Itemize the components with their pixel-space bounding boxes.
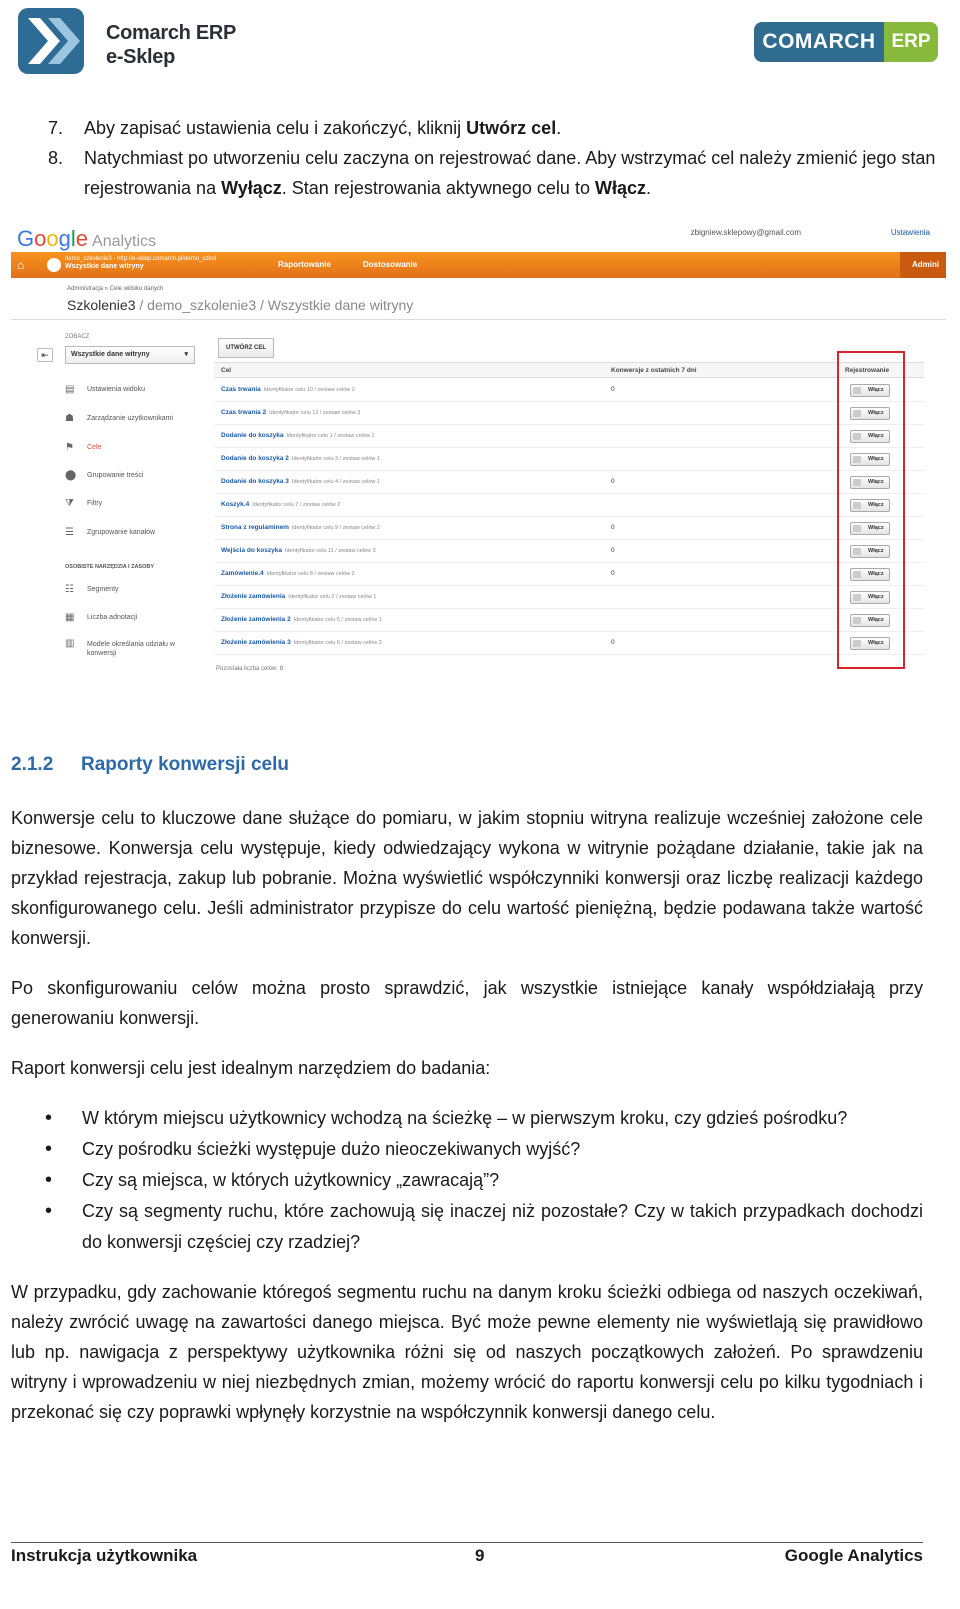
step-number: 8. xyxy=(48,148,64,168)
toggle-label: Włącz xyxy=(868,548,884,554)
toggle-label: Włącz xyxy=(868,617,884,623)
goal-name: Wejścia do koszyka xyxy=(221,547,282,554)
goal-name-link[interactable] xyxy=(221,386,355,393)
goal-meta: Identyfikator celu 1 / zestaw celów 1 xyxy=(286,433,375,439)
property-url: demo_szkolenie3 - http://e-sklep.comarch.pl/demo_szkol xyxy=(65,256,217,262)
google-analytics-logo: Google Analytics xyxy=(17,226,157,251)
toggle-label: Włącz xyxy=(868,594,884,600)
highlight-box xyxy=(837,351,905,669)
filter-icon: ⧩ xyxy=(65,498,74,509)
goal-meta: Identyfikator celu 3 / zestaw celów 1 xyxy=(291,456,380,462)
table-row xyxy=(214,586,924,609)
goal-conversions: 0 xyxy=(611,524,615,531)
goal-conversions: 0 xyxy=(611,547,615,554)
settings-link[interactable]: Ustawienia xyxy=(890,228,930,237)
toggle-label: Włącz xyxy=(868,640,884,646)
brand-comarch: COMARCH xyxy=(754,22,884,62)
tab-customization[interactable]: Dostosowanie xyxy=(363,260,418,269)
list-item: • Czy pośrodku ścieżki występuje dużo nieoczekiwanych wyjść? xyxy=(11,1134,923,1165)
step-text-end: . xyxy=(556,118,562,138)
table-row xyxy=(214,471,924,494)
toggle-label: Włącz xyxy=(868,433,884,439)
goal-meta: Identyfikator celu 5 / zestaw celów 1 xyxy=(293,617,382,623)
step-bold: Utwórz cel xyxy=(466,118,557,138)
table-header xyxy=(214,362,924,378)
goal-name: Złożenie zamówienia 3 xyxy=(221,639,291,646)
bar-chart-icon: ▥ xyxy=(65,638,75,649)
goal-name-link[interactable] xyxy=(221,501,340,508)
column-recording[interactable]: Rejestrowanie xyxy=(845,367,890,374)
goal-name: Dodanie do koszyka 2 xyxy=(221,455,289,462)
step-7 xyxy=(48,113,948,143)
breadcrumb[interactable]: Administracja » Cele widoku danych xyxy=(67,286,164,292)
brand-erp: ERP xyxy=(884,22,938,62)
column-goal[interactable]: Cel xyxy=(221,367,232,374)
user-email[interactable]: zbigniew.sklepowy@gmail.com xyxy=(690,228,801,237)
table-row xyxy=(214,517,924,540)
footer-right: Google Analytics xyxy=(784,1546,923,1565)
goal-name-link[interactable] xyxy=(221,547,376,554)
document-icon: ▤ xyxy=(65,384,75,395)
goal-name-link[interactable] xyxy=(221,478,380,485)
back-arrow-icon[interactable]: ⇤ xyxy=(37,348,53,362)
section-heading xyxy=(11,754,289,776)
google-analytics-screenshot xyxy=(11,218,946,696)
step-number: 7. xyxy=(48,118,64,138)
table-row xyxy=(214,379,924,402)
goal-conversions: 0 xyxy=(611,570,615,577)
logo-line2: e-Sklep xyxy=(106,46,176,68)
toggle-label: Włącz xyxy=(868,410,884,416)
goal-name-link[interactable] xyxy=(221,570,355,577)
goal-meta: Identyfikator celu 11 / zestaw celów 3 xyxy=(284,548,376,554)
comarch-erp-brand-logo xyxy=(754,22,944,62)
step-text: Natychmiast po utworzeniu celu zaczyna on rejestrować dane. Aby wstrzymać cel należy zmienić jego stan rejestrowania na xyxy=(84,148,936,198)
comarch-erp-esklep-logo xyxy=(18,8,248,78)
goal-meta: Identyfikator celu 7 / zestaw celów 2 xyxy=(252,502,341,508)
sidebar-item-label: Cele xyxy=(87,444,102,451)
column-conversions[interactable]: Konwersje z ostatnich 7 dni xyxy=(611,367,697,374)
step-8 xyxy=(48,143,948,203)
footer-divider xyxy=(11,1542,923,1543)
goal-conversions: 0 xyxy=(611,386,615,393)
grouping-icon: ⬤ xyxy=(65,470,77,481)
property-path: / demo_szkolenie3 / Wszystkie dane witryny xyxy=(135,297,414,313)
paragraph-2: Po skonfigurowaniu celów można prosto sprawdzić, jak wszystkie istniejące kanały współdziałają przy generowaniu konwersji. xyxy=(11,978,923,1028)
annotations-icon: ▦ xyxy=(65,612,75,623)
users-icon: ☗ xyxy=(65,413,74,424)
goal-name: Dodanie do koszyka 3 xyxy=(221,478,289,485)
view-label: ZOBACZ xyxy=(65,334,90,340)
sidebar-item-label: Zarządzanie użytkownikami xyxy=(87,415,173,422)
toggle-label: Włącz xyxy=(868,571,884,577)
list-item: • Czy są segmenty ruchu, które zachowują się inaczej niż pozostałe? Czy w takich przypadkach dochodzi do konwersji częściej czy rzadziej? xyxy=(11,1196,923,1258)
paragraph-3: Raport konwersji celu jest idealnym narzędziem do badania: xyxy=(11,1058,491,1078)
page-title xyxy=(67,297,413,313)
sidebar-item-label: Ustawienia widoku xyxy=(87,386,145,393)
table-row xyxy=(214,540,924,563)
segments-icon: ☷ xyxy=(65,584,74,595)
goal-conversions: 0 xyxy=(611,478,615,485)
table-row xyxy=(214,563,924,586)
create-goal-button[interactable]: UTWÓRZ CEL xyxy=(218,338,274,358)
goal-name-link[interactable] xyxy=(221,524,380,531)
goal-name: Złożenie zamówienia xyxy=(221,593,286,600)
goal-name: Strona z regulaminem xyxy=(221,524,289,531)
table-row xyxy=(214,448,924,471)
goal-name-link[interactable] xyxy=(221,639,382,646)
goal-name: Złożenie zamówienia 2 xyxy=(221,616,291,623)
goal-conversions: 0 xyxy=(611,639,615,646)
goal-name-link[interactable] xyxy=(221,616,382,623)
section-number: 2.1.2 xyxy=(11,754,54,775)
table-row xyxy=(214,494,924,517)
home-icon[interactable]: ⌂ xyxy=(17,258,25,272)
toggle-label: Włącz xyxy=(868,387,884,393)
goals-table-panel xyxy=(214,336,924,690)
table-row xyxy=(214,609,924,632)
tab-reporting[interactable]: Raportowanie xyxy=(278,260,331,269)
section-label: OSOBISTE NARZĘDZIA I ZASOBY xyxy=(65,564,155,570)
goal-meta: Identyfikator celu 8 / zestaw celów 2 xyxy=(266,571,355,577)
logo-line1: Comarch ERP xyxy=(106,22,237,44)
goal-meta: Identyfikator celu 6 / zestaw celów 2 xyxy=(293,640,382,646)
account-name: Szkolenie3 xyxy=(67,297,136,313)
paragraph-4: W przypadku, gdy zachowanie któregoś segmentu ruchu na danym kroku ścieżki odbiega od naszych oczekiwań, należy zwrócić uwagę na zawartości danego miejsca. Być może pewne elementy nie wyświetlają się prawidłowo lub np. nawigacja z perspektywy użytkownika różni się od naszych początkowych założeń. Po sprawdzeniu witryny i wprowadzeniu w niej niezbędnych zmian, możemy wrócić do raportu konwersji celu po kilku tygodniach i przekonać się czy poprawki wpłynęły korzystnie na współczynnik konwersji danego celu. xyxy=(11,1282,923,1422)
goal-name: Zamówienie.4 xyxy=(221,570,264,577)
toggle-label: Włącz xyxy=(868,525,884,531)
flag-icon: ⚑ xyxy=(65,442,74,453)
table-row xyxy=(214,425,924,448)
goal-meta: Identyfikator celu 10 / zestaw celów 2 xyxy=(263,387,355,393)
sidebar-item-label: Modele określania udziału w konwersji xyxy=(87,641,175,657)
tab-admin[interactable]: Admini xyxy=(900,252,946,278)
goal-name: Czas trwania xyxy=(221,386,261,393)
step-bold: Wyłącz xyxy=(221,178,282,198)
goal-meta: Identyfikator celu 2 / zestaw celów 1 xyxy=(288,594,377,600)
property-icon xyxy=(47,258,61,272)
goal-name-link[interactable] xyxy=(221,409,360,416)
steps-list xyxy=(48,113,948,203)
sidebar-item-label: Filtry xyxy=(87,500,103,507)
step-text-middle: . Stan rejestrowania aktywnego celu to xyxy=(281,178,595,198)
footer-left: Instrukcja użytkownika xyxy=(11,1546,198,1565)
page-number: 9 xyxy=(475,1546,485,1565)
goal-name-link[interactable] xyxy=(221,593,376,600)
sidebar-item-label: Segmenty xyxy=(87,586,119,593)
sidebar-item-label: Grupowanie treści xyxy=(87,472,144,479)
step-bold-2: Włącz xyxy=(594,178,646,198)
esklep-logo-icon xyxy=(18,8,84,74)
list-item: • Czy są miejsca, w których użytkownicy „zawracają”? xyxy=(11,1165,923,1196)
goal-name: Dodanie do koszyka xyxy=(221,432,284,439)
goal-meta: Identyfikator celu 12 / zestaw celów 3 xyxy=(269,410,361,416)
property-view: Wszystkie dane witryny xyxy=(65,263,144,270)
table-row xyxy=(214,632,924,655)
list-item: • W którym miejscu użytkownicy wchodzą na ścieżkę – w pierwszym kroku, czy gdzieś pośrodku? xyxy=(11,1103,923,1134)
goal-meta: Identyfikator celu 4 / zestaw celów 1 xyxy=(291,479,380,485)
sidebar-item-label: Liczba adnotacji xyxy=(87,614,138,621)
view-select[interactable]: Wszystkie dane witryny ▾ xyxy=(65,346,195,364)
ga-navbar xyxy=(11,252,946,278)
step-text: Aby zapisać ustawienia celu i zakończyć, kliknij xyxy=(84,118,467,138)
list-icon: ☰ xyxy=(65,527,74,538)
sidebar-item-label: Zgrupowanie kanałów xyxy=(87,529,156,536)
goal-name-link[interactable] xyxy=(221,455,380,462)
goal-name-link[interactable] xyxy=(221,432,375,439)
divider xyxy=(11,319,946,320)
paragraph-1: Konwersje celu to kluczowe dane służące do pomiaru, w jakim stopniu witryna realizuje wcześniej założone cele biznesowe. Konwersja celu występuje, kiedy odwiedzający wykona w witrynie pożądane działanie, takie jak na przykład rejestracja, zakup lub pobranie. Można wyświetlić współczynniki konwersji oraz liczbę realizacji każdego skonfigurowanego celu. Jeśli administrator przypisze do celu wartość pieniężną, będzie podawana także wartość konwersji. xyxy=(11,808,923,948)
section-title: Raporty konwersji celu xyxy=(81,754,290,775)
toggle-label: Włącz xyxy=(868,456,884,462)
toggle-label: Włącz xyxy=(868,502,884,508)
analytics-word: Analytics xyxy=(92,233,157,250)
toggle-label: Włącz xyxy=(868,479,884,485)
remaining-goals: Pozostała liczba celów: 8 xyxy=(216,666,284,672)
questions-list xyxy=(11,1103,923,1258)
goal-meta: Identyfikator celu 9 / zestaw celów 2 xyxy=(291,525,380,531)
property-selector[interactable] xyxy=(65,255,216,271)
goal-name: Czas trwania 2 xyxy=(221,409,267,416)
goal-name: Koszyk.4 xyxy=(221,501,250,508)
admin-sidebar xyxy=(37,330,213,690)
step-text-end: . xyxy=(645,178,651,198)
table-row xyxy=(214,402,924,425)
